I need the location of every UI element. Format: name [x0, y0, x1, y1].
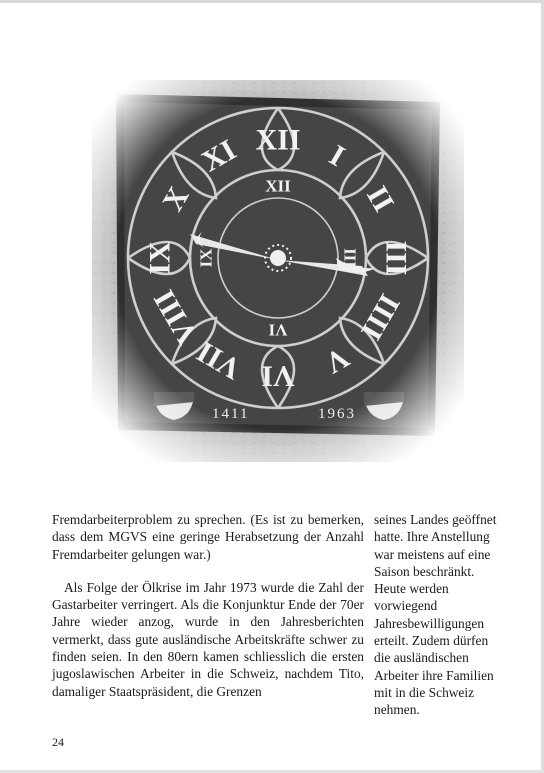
left-paragraph-2: Als Folge der Ölkrise im Jahr 1973 wurde die Zahl der Gastarbeiter verringert. Als die Konjunktur Ende der 70er Jahre wieder anzog, wurde in den Jahresberichten vermerkt, dass gute ausländische Arbeitskräfte schwer zu finden seien. In den 80ern kamen schliesslich die ersten jugoslawischen Arbeiter in die Schweiz, nachdem Tito, damaliger Staatspräsident, die Grenzen [52, 579, 364, 699]
vignette-overlay [92, 80, 464, 462]
right-text-column [374, 511, 502, 719]
clock-photograph [92, 80, 464, 462]
left-text-column [52, 511, 364, 700]
page-edge-top [0, 0, 544, 3]
paragraph-spacer [52, 563, 364, 579]
page-number: 24 [52, 735, 64, 749]
left-paragraph-1: Fremdarbeiterproblem zu sprechen. (Es ist zu bemerken, dass dem MGVS eine geringe Herabsetzung der Anzahl Fremdarbeiter gelungen war.) [52, 512, 364, 562]
right-paragraph-1: seines Landes geöffnet hatte. Ihre Anstellung war meistens auf eine Saison beschränkt. Heute werden vorwiegend Jahresbewilligungen erteilt. Zudem dürfen die ausländischen Arbeiter ihre Familien mit in die Schweiz nehmen. [374, 512, 497, 718]
